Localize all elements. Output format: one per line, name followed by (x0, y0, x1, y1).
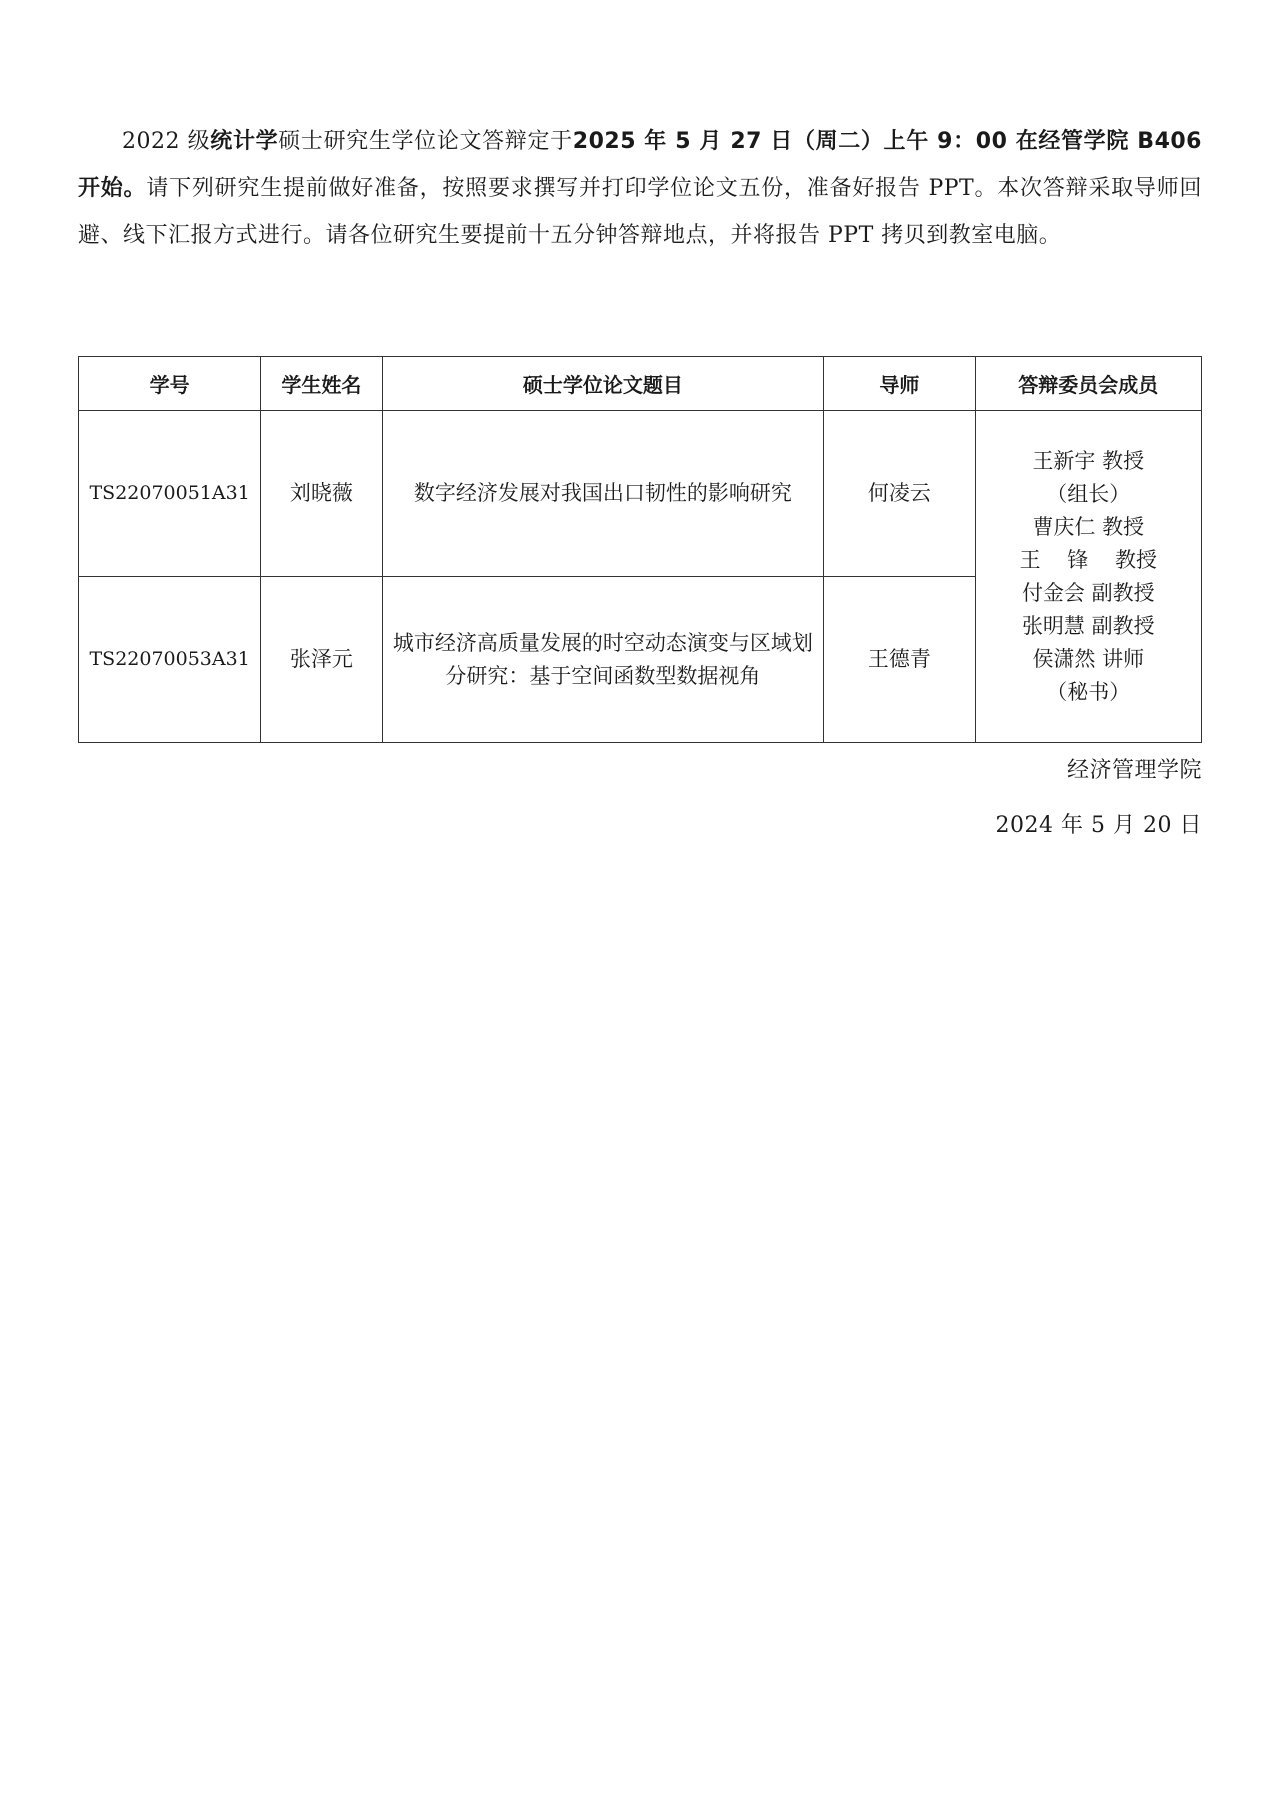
defense-datetime-place: 2025 年 5 月 27 日（周二）上午 9：00 在经管学院 B406 开始。 (78, 129, 1202, 201)
student-id-cell: TS22070051A31 (79, 411, 261, 577)
header-thesis-title: 硕士学位论文题目 (382, 357, 824, 411)
committee-member: 付金会 副教授 (1021, 580, 1155, 605)
defense-schedule-table (78, 356, 1202, 743)
grade-text: 2022 级 (122, 129, 211, 154)
notice-page (78, 118, 1202, 838)
committee-cell (975, 411, 1201, 743)
committee-role: （组长） (1046, 481, 1131, 506)
student-name-cell: 刘晓薇 (261, 411, 382, 577)
header-student-id: 学号 (79, 357, 261, 411)
student-id-cell: TS22070053A31 (79, 577, 261, 743)
advisor-cell: 王德青 (824, 577, 975, 743)
header-advisor: 导师 (824, 357, 975, 411)
issue-date: 2024 年 5 月 20 日 (995, 813, 1202, 838)
committee-member: 王 锋 教授 (1019, 547, 1157, 572)
issuing-organization: 经济管理学院 (1066, 758, 1202, 783)
committee-member: 侯潇然 讲师 (1032, 646, 1145, 671)
major-text: 统计学 (210, 129, 279, 154)
notice-text-mid: 硕士研究生学位论文答辩定于 (278, 129, 573, 154)
committee-member: 曹庆仁 教授 (1032, 514, 1145, 539)
thesis-title-cell: 城市经济高质量发展的时空动态演变与区域划分研究：基于空间函数型数据视角 (382, 577, 824, 743)
advisor-cell: 何凌云 (824, 411, 975, 577)
thesis-title-cell: 数字经济发展对我国出口韧性的影响研究 (382, 411, 824, 577)
notice-paragraph (78, 118, 1202, 259)
header-committee: 答辩委员会成员 (975, 357, 1201, 411)
student-name-cell: 张泽元 (261, 577, 382, 743)
committee-member: 王新宇 教授 (1032, 448, 1145, 473)
header-student-name: 学生姓名 (261, 357, 382, 411)
committee-member: 张明慧 副教授 (1021, 613, 1155, 638)
notice-text-rest: 请下列研究生提前做好准备，按照要求撰写并打印学位论文五份，准备好报告 PPT。本次答辩采取导师回避、线下汇报方式进行。请各位研究生要提前十五分钟答辩地点，并将报告 PPT 拷贝到教室电脑。 (78, 176, 1202, 248)
table-header-row (79, 357, 1202, 411)
table-row (79, 411, 1202, 577)
committee-role: （秘书） (1046, 679, 1131, 704)
